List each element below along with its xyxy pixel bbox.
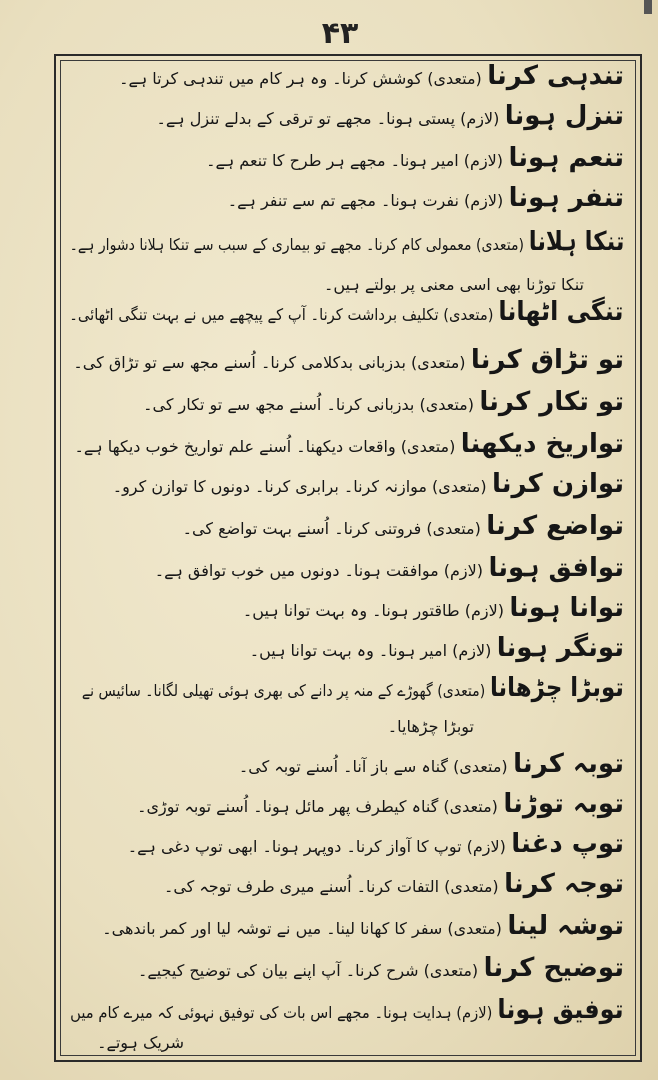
entry-line [156, 101, 624, 131]
entry-headword: توپ دغنا [511, 829, 624, 859]
entry-line [74, 429, 624, 459]
entry-headword: تواریخ دیکھنا [460, 429, 624, 459]
entry-line [249, 633, 624, 663]
entry-definition: (متعدی) کوشش کرنا۔ وہ ہر کام میں تندہی کرتا ہے۔ [119, 69, 482, 88]
entry-headword: توازن کرنا [491, 469, 624, 499]
entry-definition: (متعدی) بدزبانی بدکلامی کرنا۔ اُسنے مجھ سے تو تڑاق کی۔ [73, 353, 466, 372]
entry-definition: (لازم) نفرت ہونا۔ مجھے تم سے تنفر ہے۔ [227, 191, 504, 210]
entry-headword: توبڑا چڑھانا [490, 673, 624, 703]
entry-line [227, 183, 624, 213]
entry-definition: (متعدی) موازنہ کرنا۔ برابری کرنا۔ دونوں کا توازن کرو۔ [112, 477, 487, 496]
entry-line [238, 749, 624, 779]
entry-definition: (لازم) ہدایت ہونا۔ مجھے اس بات کی توفیق نہوئی کہ میرے کام میں [70, 1003, 493, 1022]
entry-headword: تنکا ہلانا [528, 227, 624, 257]
entry-line [143, 387, 624, 417]
entry-definition: (لازم) امیر ہونا۔ مجھے ہر طرح کا تنعم ہے۔ [206, 151, 504, 170]
entry-line [69, 297, 624, 327]
entry-definition: (متعدی) گھوڑے کے منہ پر دانے کی بھری ہوئی تھیلی لگانا۔ سائیس نے [82, 681, 486, 700]
entry-definition: شریک ہوتے۔ [97, 1033, 184, 1052]
entry-headword: توبہ توڑنا [503, 789, 624, 819]
entry-definition: (متعدی) بدزبانی کرنا۔ اُسنے مجھ سے تو تکار کی۔ [143, 395, 474, 414]
entry-headword: تنگی اٹھانا [498, 297, 624, 327]
entry-definition: توبڑا چڑھایا۔ [387, 717, 474, 736]
entry-definition: (متعدی) التفات کرنا۔ اُسنے میری طرف توجہ کی۔ [163, 877, 499, 896]
entry-definition: (متعدی) گناہ کیطرف پھر مائل ہونا۔ اُسنے توبہ توڑی۔ [137, 797, 498, 816]
entry-headword: توفیق ہونا [497, 995, 624, 1025]
entry-line [137, 789, 624, 819]
entry-line [73, 345, 624, 375]
entry-headword: توشہ لینا [507, 911, 624, 941]
entry-definition: (لازم) توپ کا آواز کرنا۔ دوپہر ہونا۔ ابھی توپ دغی ہے۔ [127, 837, 506, 856]
entry-definition: (متعدی) شرح کرنا۔ آپ اپنے بیان کی توضیح کیجیے۔ [137, 961, 479, 980]
entry-definition: (متعدی) تکلیف برداشت کرنا۔ آپ کے پیچھے میں نے بہت تنگی اٹھائی۔ [69, 305, 494, 324]
entry-line [182, 511, 624, 541]
entry-line [82, 673, 624, 703]
entry-headword: تو تکار کرنا [479, 387, 624, 417]
entry-headword: توبہ کرنا [513, 749, 624, 779]
entry-line [70, 995, 624, 1025]
entry-headword: تو تڑاق کرنا [470, 345, 624, 375]
entry-headword: تنزل ہونا [504, 101, 624, 131]
entry-headword: تندہی کرنا [487, 61, 624, 91]
dictionary-entries [68, 62, 624, 1052]
entry-line [154, 553, 624, 583]
entry-line [163, 869, 624, 899]
entry-headword: تواضع کرنا [486, 511, 624, 541]
entry-line [119, 61, 624, 91]
entry-definition: (لازم) طاقتور ہونا۔ وہ بہت توانا ہیں۔ [242, 601, 504, 620]
entry-headword: توانا ہونا [509, 593, 624, 623]
entry-definition: (متعدی) گناہ سے باز آنا۔ اُسنے توبہ کی۔ [238, 757, 508, 776]
entry-definition: (لازم) موافقت ہونا۔ دونوں میں خوب توافق ہے۔ [154, 561, 484, 580]
entry-headword: توضیح کرنا [483, 953, 624, 983]
entry-line [69, 227, 624, 257]
entry-headword: توافق ہونا [488, 553, 624, 583]
entry-definition: (متعدی) فروتنی کرنا۔ اُسنے بہت تواضع کی۔ [182, 519, 481, 538]
entry-line [102, 911, 624, 941]
entry-line [127, 829, 624, 859]
entry-definition: (لازم) امیر ہونا۔ وہ بہت توانا ہیں۔ [249, 641, 492, 660]
entry-headword: توجہ کرنا [504, 869, 624, 899]
entry-definition: تنکا توڑنا بھی اسی معنی پر بولتے ہیں۔ [323, 275, 584, 294]
entry-line [388, 712, 474, 739]
entry-headword: تنعم ہونا [508, 143, 624, 173]
entry-headword: تونگر ہونا [496, 633, 624, 663]
entry-line [206, 143, 624, 173]
entry-line [242, 593, 624, 623]
page-edge-mark [644, 0, 652, 14]
entry-definition: (متعدی) واقعات دیکھنا۔ اُسنے علم تواریخ خوب دیکھا ہے۔ [74, 437, 456, 456]
page-number: ۴۳ [321, 16, 359, 51]
entry-headword: تنفر ہونا [508, 183, 624, 213]
entry-definition: (متعدی) معمولی کام کرنا۔ مجھے تو بیماری کے سبب سے تنکا ہلانا دشوار ہے۔ [69, 235, 524, 254]
entry-line [324, 270, 584, 297]
entry-line [97, 1028, 184, 1055]
entry-line [112, 469, 624, 499]
entry-definition: (لازم) پستی ہونا۔ مجھے تو ترقی کے بدلے تنزل ہے۔ [156, 109, 500, 128]
entry-line [137, 953, 624, 983]
entry-definition: (متعدی) سفر کا کھانا لینا۔ میں نے توشہ لیا اور کمر باندھی۔ [102, 919, 502, 938]
